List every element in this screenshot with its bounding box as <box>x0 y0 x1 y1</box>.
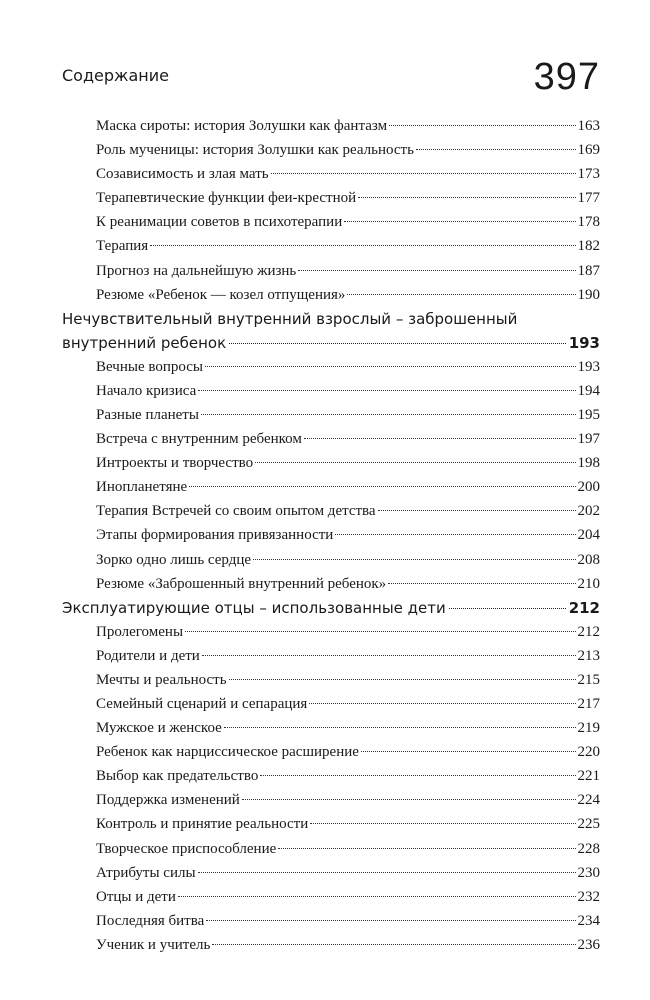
toc-entry-page-number: 197 <box>577 431 600 448</box>
toc-entry-title: Отцы и дети <box>96 888 176 905</box>
page-number: 397 <box>533 56 600 98</box>
dot-leader <box>212 944 575 945</box>
toc-entry-title: Этапы формирования привязанности <box>96 527 334 544</box>
toc-entry[interactable] <box>62 933 600 957</box>
toc-entry-title: Терапия <box>96 238 149 255</box>
toc-entry[interactable] <box>62 788 600 812</box>
dot-leader <box>298 270 575 271</box>
toc-entry[interactable] <box>62 837 600 861</box>
toc-chapter-entry[interactable] <box>62 596 600 620</box>
dot-leader <box>389 125 575 126</box>
toc-entry[interactable] <box>62 138 600 162</box>
toc-entry[interactable] <box>62 499 600 523</box>
toc-entry[interactable] <box>62 475 600 499</box>
toc-entry-page-number: 187 <box>577 262 600 279</box>
toc-entry-page-number: 225 <box>577 816 600 833</box>
dot-leader <box>378 510 576 511</box>
dot-leader <box>416 149 576 150</box>
toc-entry-title: Интроекты и творчество <box>96 455 254 472</box>
dot-leader <box>260 775 575 776</box>
toc-entry-page-number: 221 <box>577 768 600 785</box>
dot-leader <box>178 896 576 897</box>
toc-entry[interactable] <box>62 644 600 668</box>
dot-leader <box>361 751 576 752</box>
toc-entry-page-number: 190 <box>577 286 600 303</box>
toc-entry-page-number: 232 <box>577 888 600 905</box>
toc-entry[interactable] <box>62 861 600 885</box>
toc-entry-title: Инопланетяне <box>96 479 188 496</box>
toc-entry-page-number: 173 <box>577 166 600 183</box>
toc-entry-title: Поддержка изменений <box>96 792 240 809</box>
toc-entry-title: Начало кризиса <box>96 382 197 399</box>
dot-leader <box>449 608 566 609</box>
toc-entry-page-number: 198 <box>577 455 600 472</box>
toc-entry-page-number: 200 <box>577 479 600 496</box>
toc-entry-page-number: 202 <box>577 503 600 520</box>
toc-entry[interactable] <box>62 355 600 379</box>
toc-group <box>62 114 600 307</box>
chapter-title-line2: внутренний ребенок <box>62 333 227 352</box>
dot-leader <box>205 366 576 367</box>
dot-leader <box>309 703 575 704</box>
dot-leader <box>150 245 575 246</box>
dot-leader <box>202 655 576 656</box>
toc-entry-title: Пролегомены <box>96 623 184 640</box>
dot-leader <box>310 823 575 824</box>
toc-entry[interactable] <box>62 668 600 692</box>
toc-entry[interactable] <box>62 210 600 234</box>
toc-entry[interactable] <box>62 716 600 740</box>
dot-leader <box>335 534 575 535</box>
toc-entry[interactable] <box>62 764 600 788</box>
chapter-title: Эксплуатирующие отцы – использованные дети <box>62 598 446 617</box>
toc-group <box>62 620 600 957</box>
toc-entry-page-number: 169 <box>577 142 600 159</box>
toc-entry-title: Резюме «Заброшенный внутренний ребенок» <box>96 575 387 592</box>
table-of-contents <box>62 114 600 957</box>
toc-entry-page-number: 204 <box>577 527 600 544</box>
toc-entry-title: Мужское и женское <box>96 720 222 737</box>
toc-entry-page-number: 212 <box>577 623 600 640</box>
toc-entry[interactable] <box>62 403 600 427</box>
toc-entry-title: Резюме «Ребенок — козел отпущения» <box>96 286 346 303</box>
dot-leader <box>206 920 575 921</box>
toc-entry-page-number: 224 <box>577 792 600 809</box>
dot-leader <box>198 872 576 873</box>
dot-leader <box>344 221 575 222</box>
toc-entry-title: Маска сироты: история Золушки как фантазм <box>96 118 388 134</box>
toc-entry-title: К реанимации советов в психотерапии <box>96 214 343 231</box>
toc-entry[interactable] <box>62 186 600 210</box>
toc-entry-page-number: 236 <box>577 936 600 953</box>
toc-entry[interactable] <box>62 620 600 644</box>
toc-entry-title: Последняя битва <box>96 912 205 929</box>
toc-entry-page-number: 195 <box>577 406 600 423</box>
toc-entry-title: Разные планеты <box>96 406 199 423</box>
dot-leader <box>229 679 576 680</box>
toc-entry-title: Ученик и учитель <box>96 936 211 953</box>
dot-leader <box>185 631 575 632</box>
toc-group <box>62 355 600 596</box>
dot-leader <box>255 462 575 463</box>
toc-entry[interactable] <box>62 114 600 138</box>
dot-leader <box>242 799 576 800</box>
toc-entry-page-number: 194 <box>577 382 600 399</box>
dot-leader <box>189 486 575 487</box>
toc-entry[interactable] <box>62 740 600 764</box>
toc-entry-page-number: 182 <box>577 238 600 255</box>
toc-chapter-entry[interactable] <box>62 307 600 355</box>
toc-entry[interactable] <box>62 885 600 909</box>
toc-entry-title: Роль мученицы: история Золушки как реальность <box>96 142 414 159</box>
running-head: Содержание <box>62 66 169 85</box>
toc-entry-title: Созависимость и злая мать <box>96 166 269 183</box>
toc-entry-title: Зорко одно лишь сердце <box>96 551 252 568</box>
dot-leader <box>347 294 575 295</box>
toc-entry-title: Ребенок как нарциссическое расширение <box>96 744 359 761</box>
toc-entry-title: Контроль и принятие реальности <box>96 816 309 833</box>
chapter-page-number: 212 <box>568 598 600 617</box>
toc-entry-title: Родители и дети <box>96 647 200 664</box>
chapter-page-number: 193 <box>568 333 600 352</box>
dot-leader <box>229 343 566 344</box>
toc-entry[interactable] <box>62 259 600 283</box>
toc-entry-page-number: 193 <box>577 358 600 375</box>
dot-leader <box>253 559 575 560</box>
toc-entry-page-number: 234 <box>577 912 600 929</box>
dot-leader <box>304 438 576 439</box>
toc-entry-page-number: 210 <box>577 575 600 592</box>
dot-leader <box>271 173 576 174</box>
toc-entry[interactable] <box>62 283 600 307</box>
toc-entry-title: Творческое приспособление <box>96 840 277 857</box>
toc-entry-page-number: 228 <box>577 840 600 857</box>
dot-leader <box>224 727 576 728</box>
dot-leader <box>388 583 575 584</box>
toc-entry-page-number: 215 <box>577 671 600 688</box>
toc-entry[interactable] <box>62 162 600 186</box>
toc-entry[interactable] <box>62 548 600 572</box>
dot-leader <box>358 197 575 198</box>
toc-entry-page-number: 208 <box>577 551 600 568</box>
toc-entry-page-number: 213 <box>577 647 600 664</box>
toc-entry[interactable] <box>62 692 600 716</box>
toc-entry-title: Мечты и реальность <box>96 671 227 688</box>
toc-entry-page-number: 217 <box>577 695 600 712</box>
toc-entry[interactable] <box>62 572 600 596</box>
dot-leader <box>201 414 576 415</box>
toc-entry[interactable] <box>62 379 600 403</box>
toc-entry[interactable] <box>62 523 600 547</box>
toc-entry-title: Атрибуты силы <box>96 864 196 881</box>
toc-entry-page-number: 178 <box>577 214 600 231</box>
toc-entry[interactable] <box>62 812 600 836</box>
page-header <box>62 56 600 102</box>
toc-entry-page-number: 220 <box>577 744 600 761</box>
toc-entry[interactable] <box>62 427 600 451</box>
toc-entry-title: Выбор как предательство <box>96 768 259 785</box>
toc-entry[interactable] <box>62 909 600 933</box>
toc-entry-title: Терапия Встречей со своим опытом детства <box>96 503 376 520</box>
chapter-title-line1: Нечувствительный внутренний взрослый – заброшенный <box>62 309 518 328</box>
toc-entry-page-number: 219 <box>577 720 600 737</box>
toc-entry[interactable] <box>62 234 600 258</box>
toc-entry-title: Встреча с внутренним ребенком <box>96 431 302 448</box>
dot-leader <box>198 390 575 391</box>
dot-leader <box>278 848 575 849</box>
toc-entry-title: Семейный сценарий и сепарация <box>96 695 308 712</box>
toc-entry-page-number: 163 <box>577 118 600 134</box>
toc-entry-title: Терапевтические функции феи-крестной <box>96 190 357 207</box>
toc-entry-page-number: 230 <box>577 864 600 881</box>
toc-entry-page-number: 177 <box>577 190 600 207</box>
toc-entry[interactable] <box>62 451 600 475</box>
toc-entry-title: Вечные вопросы <box>96 358 203 375</box>
toc-entry-title: Прогноз на дальнейшую жизнь <box>96 262 297 279</box>
